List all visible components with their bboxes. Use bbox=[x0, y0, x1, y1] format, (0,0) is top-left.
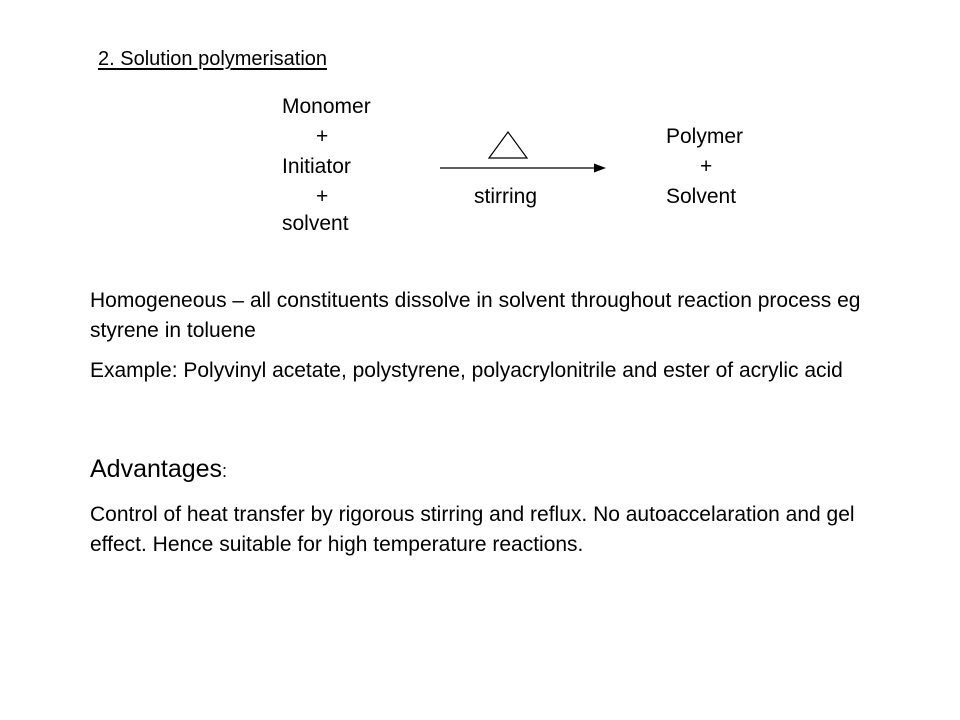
advantages-text: Control of heat transfer by rigorous stirring and reflux. No autoaccelaration and gel effect. Hence suitable for high temperature reactions. bbox=[90, 503, 855, 556]
product-polymer: Polymer bbox=[666, 125, 744, 148]
advantages-heading-colon: : bbox=[222, 461, 228, 481]
reaction-arrow-icon bbox=[438, 128, 608, 178]
paragraph-homogeneous: Homogeneous – all constituents dissolve in solvent throughout reaction process eg styrene in toluene bbox=[90, 289, 861, 342]
reactant-plus-2: + bbox=[316, 185, 329, 208]
advantages-heading-text: Advantages bbox=[90, 455, 223, 483]
advantages-heading bbox=[90, 452, 227, 488]
reactant-monomer: Monomer bbox=[282, 95, 371, 118]
reaction-condition: stirring bbox=[474, 185, 538, 208]
heat-triangle-icon bbox=[489, 132, 527, 158]
reactant-plus-1: + bbox=[316, 125, 329, 148]
product-solvent: Solvent bbox=[666, 185, 737, 208]
reactant-initiator: Initiator bbox=[282, 155, 351, 178]
paragraph-example: Example: Polyvinyl acetate, polystyrene, polyacrylonitrile and ester of acrylic acid bbox=[90, 359, 843, 382]
slide-title: 2. Solution polymerisation bbox=[98, 48, 328, 70]
reactant-solvent: solvent bbox=[282, 212, 349, 235]
product-plus: + bbox=[700, 155, 713, 178]
